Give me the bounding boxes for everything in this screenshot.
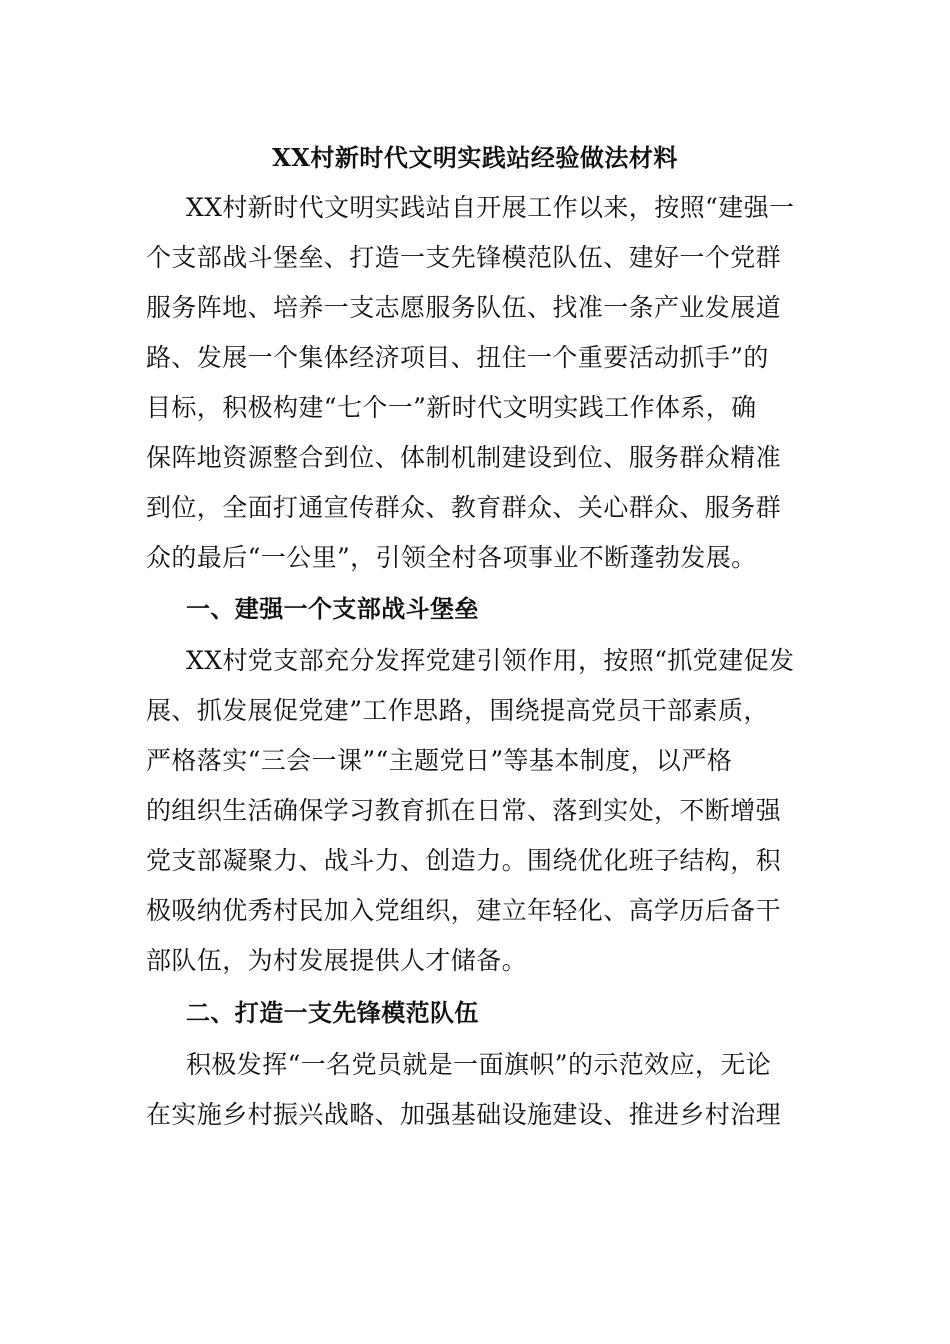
paragraph-line: 严格落实“三会一课”“主题党日”等基本制度，以严格 xyxy=(146,746,733,775)
paragraph-line: 展、抓发展促党建”工作思路，围绕提高党员干部素质， xyxy=(146,696,769,725)
section-heading-1: 一、建强一个支部战斗堡垒 xyxy=(186,594,479,623)
section-heading-2: 二、打造一支先锋模范队伍 xyxy=(186,998,479,1027)
paragraph-line: 党支部凝聚力、战斗力、创造力。围绕优化班子结构，积 xyxy=(146,846,782,875)
paragraph-line: 路、发展一个集体经济项目、扭住一个重要活动抓手”的 xyxy=(146,343,769,372)
paragraph-line: 服务阵地、培养一支志愿服务队伍、找准一条产业发展道 xyxy=(146,293,782,322)
paragraph-line: 个支部战斗堡垒、打造一支先锋模范队伍、建好一个党群 xyxy=(146,243,782,272)
paragraph-line: 目标，积极构建“七个一”新时代文明实践工作体系，确 xyxy=(146,393,757,422)
paragraph-line: 保阵地资源整合到位、体制机制建设到位、服务群众精准 xyxy=(146,443,782,472)
paragraph-line: 到位，全面打通宣传群众、教育群众、关心群众、服务群 xyxy=(146,493,782,522)
paragraph-line: 在实施乡村振兴战略、加强基础设施建设、推进乡村治理 xyxy=(146,1100,782,1129)
paragraph-line: 部队伍，为村发展提供人才储备。 xyxy=(146,946,528,975)
document-title: XX村新时代文明实践站经验做法材料 xyxy=(272,143,678,172)
paragraph-line: XX村党支部充分发挥党建引领作用，按照“抓党建促发 xyxy=(186,646,795,675)
paragraph-line: 积极发挥“一名党员就是一面旗帜”的示范效应，无论 xyxy=(186,1050,772,1079)
paragraph-line: 的组织生活确保学习教育抓在日常、落到实处，不断增强 xyxy=(146,796,782,825)
paragraph-line: 极吸纳优秀村民加入党组织，建立年轻化、高学历后备干 xyxy=(146,896,782,925)
paragraph-line: XX村新时代文明实践站自开展工作以来，按照“建强一 xyxy=(186,193,795,222)
paragraph-line: 众的最后“一公里”，引领全村各项事业不断蓬勃发展。 xyxy=(146,543,757,572)
